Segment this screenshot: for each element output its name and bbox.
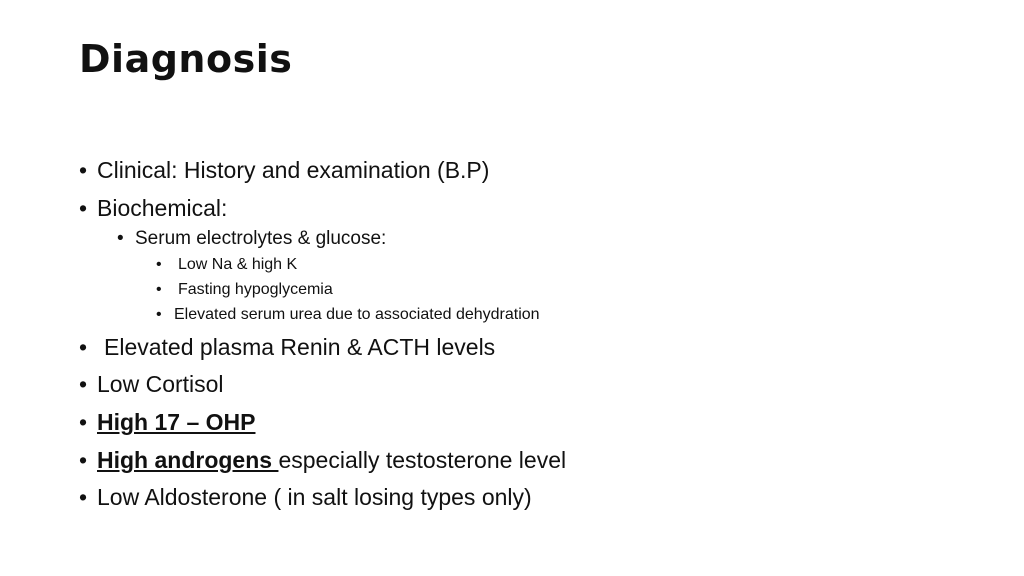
bullet-icon: • bbox=[79, 484, 88, 510]
list-item-text: High 17 – OHP bbox=[97, 409, 256, 435]
list-item-text: Low Na & high K bbox=[178, 256, 298, 273]
list-item-text: Elevated serum urea due to associated dehydration bbox=[174, 306, 540, 323]
bullet-icon: • bbox=[79, 409, 88, 435]
list-item-text: Low Aldosterone ( in salt losing types only) bbox=[97, 484, 532, 510]
bullet-icon: • bbox=[79, 334, 88, 360]
bullet-icon: • bbox=[117, 228, 124, 249]
bullet-icon: • bbox=[79, 195, 88, 221]
list-item-text: Serum electrolytes & glucose: bbox=[135, 228, 387, 249]
bullet-icon: • bbox=[156, 281, 162, 298]
list-item-emphasis: High androgens bbox=[97, 447, 279, 473]
list-item-text: Low Cortisol bbox=[97, 371, 224, 397]
bullet-icon: • bbox=[79, 157, 88, 183]
bullet-icon: • bbox=[156, 256, 162, 273]
bullet-icon: • bbox=[79, 371, 88, 397]
list-item-text: Biochemical: bbox=[97, 195, 228, 221]
list-item-text: Clinical: History and examination (B.P) bbox=[97, 157, 490, 183]
list-item-text-group bbox=[97, 449, 566, 472]
list-item-text: Elevated plasma Renin & ACTH levels bbox=[104, 334, 496, 360]
bullet-icon: • bbox=[156, 306, 162, 323]
list-item-text: Fasting hypoglycemia bbox=[178, 281, 333, 298]
list-item-text: especially testosterone level bbox=[278, 447, 567, 473]
bullet-icon: • bbox=[79, 447, 88, 473]
slide-title: Diagnosis bbox=[79, 37, 293, 81]
